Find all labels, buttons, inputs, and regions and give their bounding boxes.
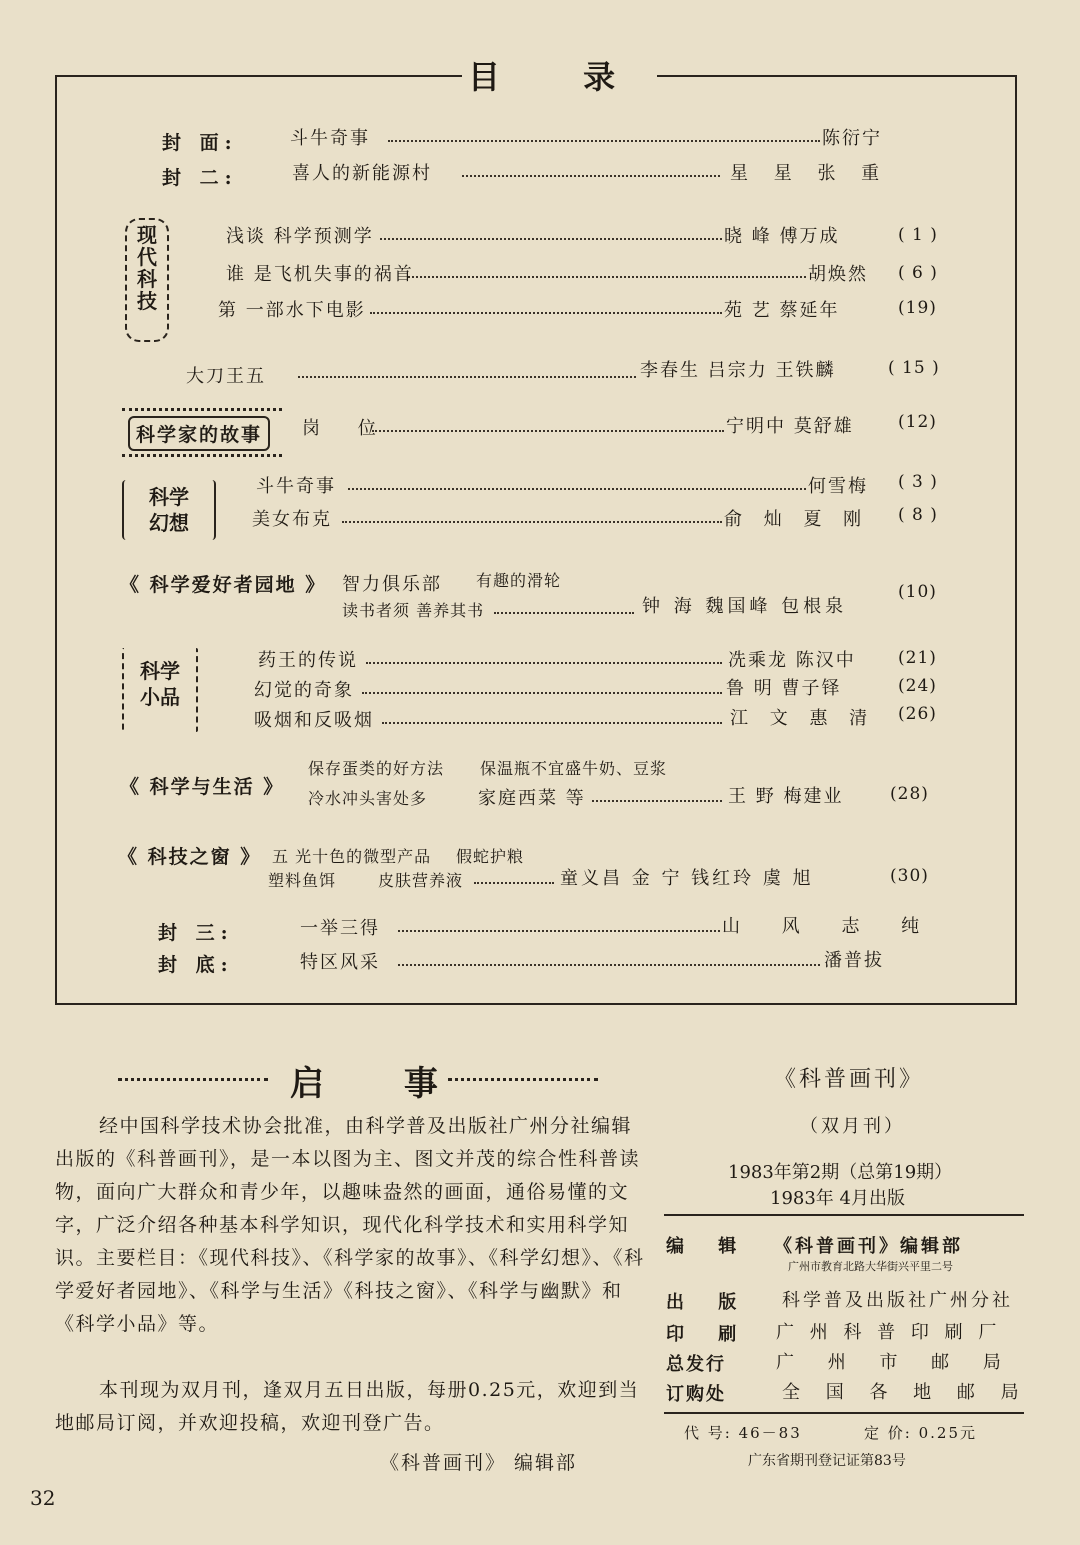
colophon-price: 定 价: 0.25元 (864, 1424, 977, 1442)
leader-dots (366, 662, 722, 664)
cover-back-title: 特区风采 (300, 952, 380, 973)
toc-title-rule-left (98, 75, 420, 77)
toc-item-author: 晓 峰 傅万成 (724, 226, 840, 247)
section-essay-label: 科学小品 (140, 659, 180, 709)
toc-item-author: 何雪梅 (808, 476, 868, 497)
section-window: 《 科技之窗 》 (118, 846, 262, 868)
window-item: 皮肤营养液 (378, 871, 464, 890)
garden-item: 有趣的滑轮 (476, 571, 562, 590)
colophon-rule (664, 1412, 1024, 1414)
life-item: 冷水冲头害处多 (308, 789, 428, 808)
dadao-page: ( 15 ) (888, 358, 940, 378)
scientist-page: (12) (898, 412, 937, 432)
leader-dots (408, 276, 806, 278)
toc-item-title: 幻觉的奇象 (254, 680, 354, 701)
toc-item-page: (24) (898, 676, 937, 696)
leader-dots (362, 692, 722, 694)
toc-item-page: ( 6 ) (898, 263, 938, 283)
garden-author: 钟 海 魏国峰 包根泉 (642, 596, 848, 617)
section-fantasy-label: 科学幻想 (149, 485, 189, 535)
colophon-issue: 1983年第2期（总第19期） (728, 1162, 953, 1183)
leader-dots (388, 140, 820, 142)
colophon-editor-value: 《科普画刊》编辑部 (774, 1236, 963, 1257)
cover-3-author: 山 风 志 纯 (722, 916, 938, 937)
garden-item: 读书者须 善养其书 (342, 601, 485, 620)
cover-front-author: 陈衍宁 (822, 128, 882, 149)
colophon-editor-label: 编 辑 (666, 1236, 751, 1257)
notice-paragraph: 本刊现为双月刊，逢双月五日出版，每册0.25元，欢迎到当地邮局订阅，并欢迎投稿，欢迎刊登广告。 (55, 1379, 640, 1434)
dadao-title: 大刀王五 (186, 366, 266, 387)
toc-item-title: 谁 是飞机失事的祸首 (226, 264, 414, 285)
life-item: 保温瓶不宜盛牛奶、豆浆 (480, 759, 668, 778)
colophon-date: 1983年 4月出版 (770, 1188, 905, 1209)
toc-item-author: 鲁 明 曹子铎 (726, 678, 842, 699)
cover-2-title: 喜人的新能源村 (292, 163, 432, 184)
life-page: (28) (890, 784, 929, 804)
section-modern-tech (125, 218, 169, 342)
colophon-magazine: 《科普画刊》 (774, 1067, 925, 1092)
notice-title: 启 事 (290, 1064, 472, 1104)
toc-item-page: ( 1 ) (898, 225, 938, 245)
toc-item-author: 冼乘龙 陈汉中 (728, 650, 856, 671)
leader-dots (398, 964, 820, 966)
leader-dots (380, 238, 722, 240)
colophon-distributor-label: 总发行 (666, 1354, 726, 1375)
toc-item-author: 胡焕然 (808, 264, 868, 285)
life-item: 保存蛋类的好方法 (308, 759, 445, 778)
window-item: 塑料鱼饵 (268, 871, 337, 890)
section-modern-tech-label: 现代科技 (137, 223, 157, 313)
page-number: 32 (30, 1486, 56, 1510)
ornament-border (122, 408, 282, 411)
toc-item-title: 美女布克 (252, 509, 332, 530)
notice-paragraph: 经中国科学技术协会批准，由科学普及出版社广州分社编辑出版的《科普画刊》，是一本以图为主、图文并茂的综合性科普读物，面向广大群众和青少年，以趣味盎然的画面，通俗易懂的文字，广泛介绍各种基本科学知识，现代化科学技术和实用科学知识。主要栏目：《现代科技》、《科学家的故事》、《科学幻想》、《科学爱好者园地》、《科学与生活》《科技之窗》、《科学与幽默》和《科学小品》等。 (55, 1115, 645, 1335)
leader-dots (298, 376, 636, 378)
leader-dots (382, 722, 722, 724)
toc-item-page: ( 8 ) (898, 505, 938, 525)
scientist-title: 岗 位 (302, 418, 392, 439)
leader-dots (398, 930, 720, 932)
window-author: 童义昌 金 宁 钱红玲 虞 旭 (560, 868, 814, 889)
leader-dots (462, 175, 720, 177)
cover-back-label: 封 底: (158, 954, 234, 976)
dadao-author: 李春生 吕宗力 王铁麟 (640, 360, 836, 381)
cover-3-label: 封 三: (158, 922, 234, 944)
colophon-publisher-value: 科学普及出版社广州分社 (782, 1290, 1013, 1311)
colophon-code: 代 号: 46－83 (684, 1424, 802, 1442)
cover-front-title: 斗牛奇事 (290, 128, 370, 149)
section-garden: 《 科学爱好者园地 》 (120, 574, 327, 596)
colophon-printer-value: 广 州 科 普 印 刷 厂 (776, 1322, 1002, 1343)
toc-item-author: 苑 艺 蔡延年 (724, 300, 840, 321)
life-item: 家庭西菜 等 (478, 788, 586, 809)
section-essay (122, 648, 198, 732)
toc-item-title: 吸烟和反吸烟 (254, 710, 374, 731)
section-scientist: 科学家的故事 (128, 416, 270, 451)
leader-dots (342, 521, 722, 523)
cover-2-label: 封 二: (162, 167, 238, 189)
leader-dots (592, 800, 722, 802)
leader-dots (348, 488, 806, 490)
toc-item-page: (26) (898, 704, 937, 724)
window-page: (30) (890, 866, 929, 886)
colophon-subscribe-value: 全 国 各 地 邮 局 (782, 1382, 1029, 1403)
garden-page: (10) (898, 582, 937, 602)
colophon-editor-address: 广州市教育北路大华街兴平里二号 (788, 1260, 953, 1273)
toc-item-page: (21) (898, 648, 937, 668)
section-fantasy (122, 480, 216, 540)
leader-dots (474, 882, 554, 884)
toc-item-title: 浅谈 科学预测学 (226, 226, 374, 247)
toc-item-page: ( 3 ) (898, 472, 938, 492)
section-life: 《 科学与生活 》 (120, 776, 285, 798)
window-item: 假蛇护粮 (456, 847, 525, 866)
colophon-printer-label: 印 刷 (666, 1324, 751, 1345)
toc-item-title: 第 一部水下电影 (218, 300, 366, 321)
cover-front-label: 封 面: (162, 132, 238, 154)
cover-back-author: 潘普拔 (824, 950, 884, 971)
leader-dots (372, 430, 724, 432)
colophon-publisher-label: 出 版 (666, 1292, 751, 1313)
cover-2-author: 星 星 张 重 (730, 163, 890, 184)
life-author: 王 野 梅建业 (728, 786, 844, 807)
toc-title: 目 录 (462, 52, 657, 98)
cover-3-title: 一举三得 (300, 918, 380, 939)
window-item: 五 光十色的微型产品 (272, 847, 432, 866)
colophon-distributor-value: 广 州 市 邮 局 (776, 1352, 1015, 1373)
colophon-registration: 广东省期刊登记证第83号 (748, 1453, 906, 1469)
colophon-frequency: （双月刊） (800, 1116, 905, 1137)
garden-item: 智力俱乐部 (342, 574, 442, 595)
leader-dots (370, 312, 722, 314)
ornament-border (122, 454, 282, 457)
scientist-author: 宁明中 莫舒雄 (726, 416, 854, 437)
ornament-border (118, 1070, 268, 1081)
toc-item-page: (19) (898, 298, 937, 318)
colophon-rule (664, 1214, 1024, 1216)
notice-signature: 《科普画刊》 编辑部 (380, 1452, 578, 1474)
toc-item-title: 斗牛奇事 (256, 476, 336, 497)
toc-item-author: 江 文 惠 清 (730, 708, 876, 729)
toc-item-author: 俞 灿 夏 刚 (724, 509, 870, 530)
colophon-subscribe-label: 订购处 (666, 1384, 726, 1405)
toc-item-title: 药王的传说 (258, 650, 358, 671)
toc-title-rule-right (640, 75, 980, 77)
leader-dots (494, 612, 634, 614)
